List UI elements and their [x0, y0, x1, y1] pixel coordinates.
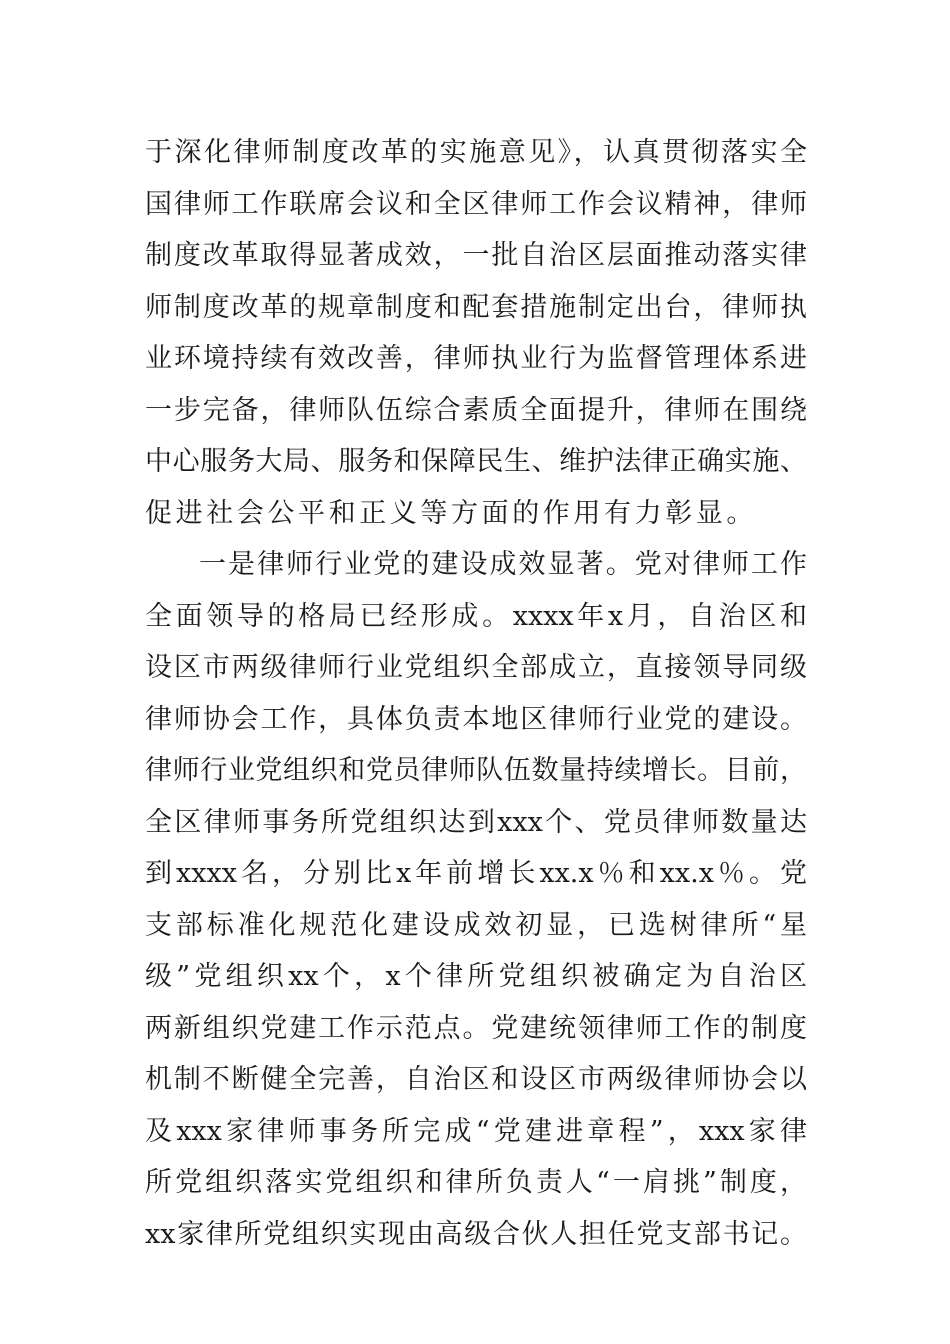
text-line: 全区律师事务所党组织达到xxx个、党员律师数量达 — [145, 806, 807, 838]
text-line: 制度改革取得显著成效，一批自治区层面推动落实律 — [145, 240, 807, 271]
text-line: 全面领导的格局已经形成。xxxx年x月，自治区和 — [145, 600, 807, 632]
text-line: 促进社会公平和正义等方面的作用有力彰显。 — [145, 497, 757, 529]
text-line: 设区市两级律师行业党组织全部成立，直接领导同级 — [145, 652, 807, 683]
text-line: 一是律师行业党的建设成效显著。党对律师工作 — [199, 549, 807, 580]
paragraph-2 — [145, 539, 807, 1260]
text-line: 两新组织党建工作示范点。党建统领律师工作的制度 — [145, 1012, 807, 1044]
text-line: 律师行业党组织和党员律师队伍数量持续增长。目前， — [145, 755, 807, 786]
text-line: 一步完备，律师队伍综合素质全面提升，律师在围绕 — [145, 394, 807, 426]
text-line: 国律师工作联席会议和全区律师工作会议精神，律师 — [145, 188, 807, 220]
text-line: 到xxxx名，分别比x年前增长xx.x％和xx.x％。党 — [145, 858, 807, 889]
text-line: 中心服务大局、服务和保障民生、维护法律正确实施、 — [145, 446, 807, 477]
text-line: 支部标准化规范化建设成效初显，已选树律所“星 — [145, 909, 807, 941]
document-page — [145, 127, 807, 1260]
paragraph-1 — [145, 127, 807, 539]
text-line: 及xxx家律师事务所完成“党建进章程”，xxx家律 — [145, 1115, 807, 1147]
text-line: 师制度改革的规章制度和配套措施制定出台，律师执 — [145, 291, 807, 323]
text-line: xx家律所党组织实现由高级合伙人担任党支部书记。 — [145, 1218, 807, 1250]
text-line: 业环境持续有效改善，律师执业行为监督管理体系进 — [145, 343, 807, 374]
text-line: 机制不断健全完善，自治区和设区市两级律师协会以 — [145, 1064, 807, 1095]
text-line: 所党组织落实党组织和律所负责人“一肩挑”制度， — [145, 1167, 807, 1198]
text-line: 级”党组织xx个，x个律所党组织被确定为自治区 — [145, 961, 807, 992]
text-line: 于深化律师制度改革的实施意见》，认真贯彻落实全 — [145, 137, 807, 168]
text-line: 律师协会工作，具体负责本地区律师行业党的建设。 — [145, 703, 807, 735]
